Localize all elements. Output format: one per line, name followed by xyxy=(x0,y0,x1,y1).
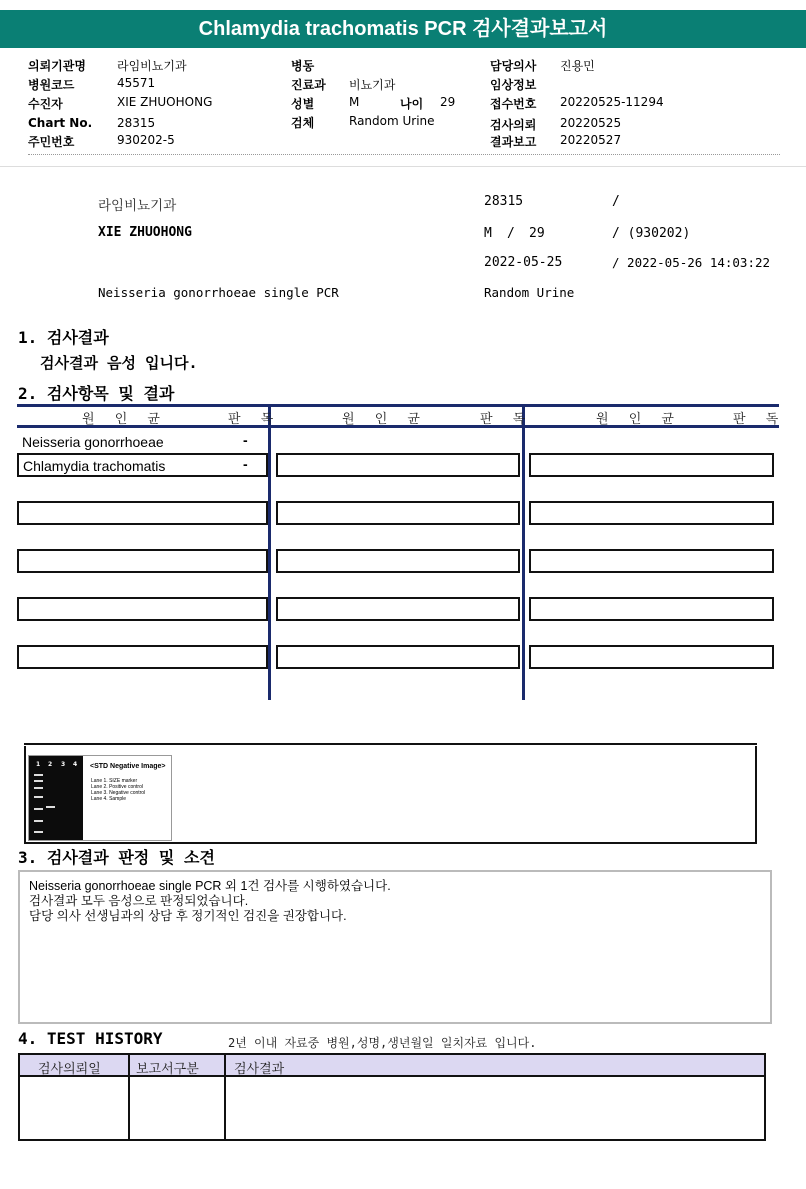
chart-no-label: Chart No. xyxy=(28,116,93,130)
patient-label: 수진자 xyxy=(28,97,63,111)
col3-result-header: 판 독 xyxy=(733,412,787,427)
gel-legend-item: Lane 4. Sample xyxy=(91,796,127,802)
summary-id-no: / (930202) xyxy=(612,226,691,241)
receipt-no-value: 20220525-11294 xyxy=(560,95,664,109)
findings-line: 검사결과 모두 음성으로 판정되었습니다. xyxy=(29,894,249,908)
gel-legend-item: Lane 2. Positive control xyxy=(91,784,143,790)
gel-legend xyxy=(91,778,145,802)
summary-test-name: Neisseria gonorrhoeae single PCR xyxy=(98,285,339,300)
gel-band xyxy=(34,780,43,782)
specimen-label: 검체 xyxy=(291,116,315,130)
result-cell-box xyxy=(276,549,520,573)
gel-band xyxy=(34,831,43,833)
result-cell-box xyxy=(529,549,774,573)
age-label: 나이 xyxy=(400,97,424,111)
resident-no-value: 930202-5 xyxy=(117,133,175,147)
sex-label: 성별 xyxy=(291,97,315,111)
history-col-divider xyxy=(224,1055,226,1139)
department-value: 비뇨기과 xyxy=(349,78,396,92)
col2-organism-header: 원 인 균 xyxy=(342,412,428,427)
lane-number: 4 xyxy=(73,761,78,768)
result-cell-box xyxy=(17,549,268,573)
lane-number: 3 xyxy=(61,761,66,768)
section4-title: 4. TEST HISTORY xyxy=(18,1029,163,1048)
report-date-label: 결과보고 xyxy=(490,135,537,149)
gel-electrophoresis-image xyxy=(29,756,83,840)
grid-divider-1 xyxy=(268,404,271,700)
report-title: Chlamydia trachomatis PCR 검사결과보고서 xyxy=(0,10,806,48)
gel-band xyxy=(34,796,43,798)
sex-value: M xyxy=(349,95,360,109)
gel-band xyxy=(34,774,43,776)
summary-sex: M xyxy=(484,226,492,241)
resident-no-label: 주민번호 xyxy=(28,135,75,149)
organism-result: - xyxy=(243,456,248,472)
report-date-value: 20220527 xyxy=(560,133,622,147)
history-table-header xyxy=(20,1055,764,1077)
result-cell-box xyxy=(529,645,774,669)
result-cell-box xyxy=(276,501,520,525)
grid-top-border xyxy=(17,404,779,407)
history-table xyxy=(18,1053,766,1141)
patient-value: XIE ZHUOHONG xyxy=(117,95,213,109)
summary-clinic: 라임비뇨기과 xyxy=(98,198,177,214)
department-label: 진료과 xyxy=(291,78,326,92)
gel-band xyxy=(46,806,55,808)
gel-band xyxy=(34,808,43,810)
summary-specimen: Random Urine xyxy=(484,285,575,300)
request-date-value: 20220525 xyxy=(560,116,622,130)
gel-image xyxy=(28,755,172,841)
section3-title: 3. 검사결과 판정 및 소견 xyxy=(18,848,215,867)
lane-number: 2 xyxy=(48,761,53,768)
result-cell-box xyxy=(276,645,520,669)
result-cell-box xyxy=(276,453,520,477)
organism-result: - xyxy=(243,432,248,448)
lane-number: 1 xyxy=(36,761,41,768)
doctor-label: 담당의사 xyxy=(490,59,537,73)
organism-name: Neisseria gonorrhoeae xyxy=(22,434,164,450)
result-cell-box xyxy=(276,597,520,621)
gel-band xyxy=(34,787,43,789)
summary-age: 29 xyxy=(529,226,545,241)
section2-title: 2. 검사항목 및 결과 xyxy=(18,384,175,403)
findings-line: Neisseria gonorrhoeae single PCR 외 1건 검사를 시행하였습니다. xyxy=(29,879,391,893)
age-value: 29 xyxy=(440,95,456,109)
result-cell-box xyxy=(17,645,268,669)
header-bottom-divider xyxy=(0,166,806,167)
history-note: 2년 이내 자료중 병원,성명,생년월일 일치자료 입니다. xyxy=(228,1036,537,1050)
col1-organism-header: 원 인 균 xyxy=(82,412,168,427)
request-date-label: 검사의뢰 xyxy=(490,118,537,132)
gel-panel-top-line xyxy=(24,743,757,745)
summary-slash: / xyxy=(612,194,620,209)
gel-legend-item: Lane 3. Negative control xyxy=(91,790,146,796)
gel-legend-item: Lane 1. SIZE marker xyxy=(91,778,138,784)
summary-sex-age-sep: / xyxy=(507,226,515,241)
hospital-code-label: 병원코드 xyxy=(28,78,75,92)
section1-result-text: 검사결과 음성 입니다. xyxy=(40,354,198,372)
grid-divider-2 xyxy=(522,404,525,700)
col2-result-header: 판 독 xyxy=(480,412,534,427)
header-divider xyxy=(28,154,780,155)
history-col-result: 검사결과 xyxy=(234,1062,285,1077)
ward-label: 병동 xyxy=(291,59,315,73)
result-cell-box xyxy=(17,501,268,525)
clinic-name-value: 라임비뇨기과 xyxy=(117,59,187,73)
hospital-code-value: 45571 xyxy=(117,76,156,90)
result-cell-box xyxy=(529,453,774,477)
history-col-request-date: 검사의뢰일 xyxy=(38,1062,101,1077)
receipt-no-label: 접수번호 xyxy=(490,97,537,111)
gel-band xyxy=(34,820,43,822)
findings-line: 담당 의사 선생님과의 상담 후 정기적인 검진을 권장합니다. xyxy=(29,909,347,923)
clinic-name-label: 의뢰기관명 xyxy=(28,59,86,73)
summary-date2: / 2022-05-26 14:03:22 xyxy=(612,255,771,270)
organism-name: Chlamydia trachomatis xyxy=(23,458,166,474)
doctor-value: 진용민 xyxy=(560,59,595,73)
section1-title: 1. 검사결과 xyxy=(18,328,109,347)
result-cell-box xyxy=(17,597,268,621)
summary-chart-no: 28315 xyxy=(484,194,524,209)
result-cell-box xyxy=(529,501,774,525)
history-col-report-type: 보고서구분 xyxy=(136,1062,199,1077)
gel-caption: <STD Negative Image> xyxy=(90,763,166,770)
specimen-value: Random Urine xyxy=(349,114,435,128)
summary-date1: 2022-05-25 xyxy=(484,255,563,270)
summary-patient: XIE ZHUOHONG xyxy=(98,225,192,240)
clinical-info-label: 임상정보 xyxy=(490,78,537,92)
findings-box xyxy=(18,870,772,1024)
history-col-divider xyxy=(128,1055,130,1139)
col3-organism-header: 원 인 균 xyxy=(596,412,682,427)
chart-no-value: 28315 xyxy=(117,116,156,130)
col1-result-header: 판 독 xyxy=(228,412,282,427)
result-cell-box xyxy=(529,597,774,621)
